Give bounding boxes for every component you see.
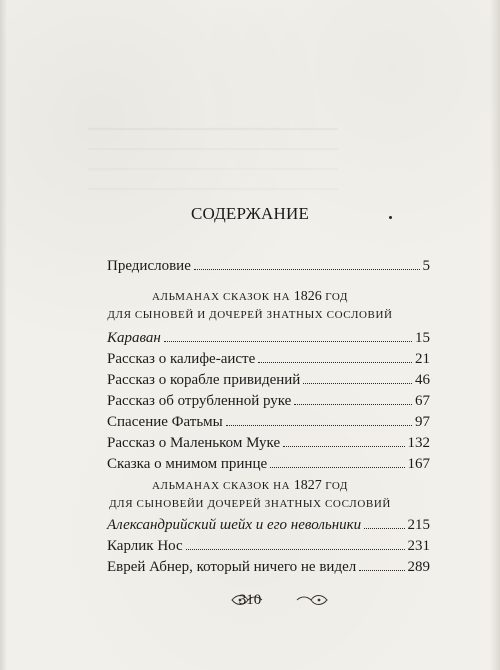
section-heading-line1 xyxy=(75,477,425,495)
section-heading-year: 1826 xyxy=(293,289,322,304)
toc-entry-page: 97 xyxy=(415,414,430,430)
toc-entry xyxy=(107,370,430,390)
toc-leader-dots xyxy=(194,269,420,270)
toc-entry xyxy=(107,328,430,348)
toc-leader-dots xyxy=(226,425,412,426)
toc-entry-page: 231 xyxy=(407,538,430,554)
toc-entry-label: Еврей Абнер, который ничего не видел xyxy=(107,559,357,575)
section-heading-line1 xyxy=(75,288,425,306)
toc-entry-page: 289 xyxy=(407,559,430,575)
toc-leader-dots xyxy=(303,383,412,384)
page-title: СОДЕРЖАНИЕ xyxy=(190,204,310,223)
toc-entry-page: 15 xyxy=(415,330,430,346)
section-heading-prefix: АЛЬМАНАХ СКАЗОК НА xyxy=(152,291,291,303)
toc-leader-dots xyxy=(258,362,412,363)
section-heading-year: 1827 xyxy=(293,478,322,493)
section-heading-1826 xyxy=(75,288,425,324)
toc-entry-page: 21 xyxy=(415,351,430,367)
toc-entry-page: 5 xyxy=(422,258,430,274)
toc-leader-dots xyxy=(270,467,404,468)
section-heading-line2: ДЛЯ СЫНОВЕЙ И ДОЧЕРЕЙ ЗНАТНЫХ СОСЛОВИЙ xyxy=(107,309,393,321)
toc-entry-label: Рассказ об отрубленной руке xyxy=(107,393,292,409)
right-ornament-icon xyxy=(295,592,329,608)
bleed-through-text xyxy=(88,110,338,250)
toc-entry-page: 67 xyxy=(415,393,430,409)
toc-entry-page: 215 xyxy=(407,517,430,533)
toc-entry-label: Рассказ о калифе-аисте xyxy=(107,351,256,367)
toc-entry-page: 132 xyxy=(407,435,430,451)
toc-leader-dots xyxy=(364,528,404,529)
toc-entry-label: Карлик Нос xyxy=(107,538,183,554)
toc-entry xyxy=(107,557,430,577)
page-footer xyxy=(0,590,500,610)
toc-entry xyxy=(107,454,430,474)
toc-entry-preface xyxy=(107,256,430,276)
section-heading-suffix: ГОД xyxy=(325,291,348,303)
section-heading-1827 xyxy=(75,477,425,513)
section-heading-suffix: ГОД xyxy=(325,480,348,492)
page-right-edge xyxy=(490,0,500,670)
footer-page-number: 310 xyxy=(238,592,262,608)
toc-entry xyxy=(107,412,430,432)
toc-leader-dots xyxy=(359,570,404,571)
toc-entry-label: Рассказ о Маленьком Муке xyxy=(107,435,281,451)
toc-entry-page: 167 xyxy=(407,456,430,472)
toc-entry-label: Предисловие xyxy=(107,258,191,274)
page-left-edge xyxy=(0,0,7,670)
toc-leader-dots xyxy=(164,341,412,342)
toc-entry-label: Рассказ о корабле привидений xyxy=(107,372,301,388)
toc-entry-label: Спасение Фатьмы xyxy=(107,414,223,430)
toc-entry-label: Караван xyxy=(107,330,161,346)
title-dot xyxy=(389,216,392,219)
toc-leader-dots xyxy=(186,549,405,550)
toc-entry xyxy=(107,433,430,453)
toc-entry-label: Александрийский шейх и его невольники xyxy=(107,517,362,533)
toc-leader-dots xyxy=(294,404,412,405)
toc-entry xyxy=(107,349,430,369)
toc-entry xyxy=(107,536,430,556)
section-heading-line2: ДЛЯ СЫНОВЕЙИ ДОЧЕРЕЙ ЗНАТНЫХ СОСЛОВИЙ xyxy=(109,498,391,510)
toc-entry xyxy=(107,515,430,535)
section-heading-prefix: АЛЬМАНАХ СКАЗОК НА xyxy=(152,480,291,492)
toc-entry xyxy=(107,391,430,411)
toc-leader-dots xyxy=(283,446,404,447)
toc-entry-page: 46 xyxy=(415,372,430,388)
toc-entry-label: Сказка о мнимом пpинце xyxy=(107,456,268,472)
